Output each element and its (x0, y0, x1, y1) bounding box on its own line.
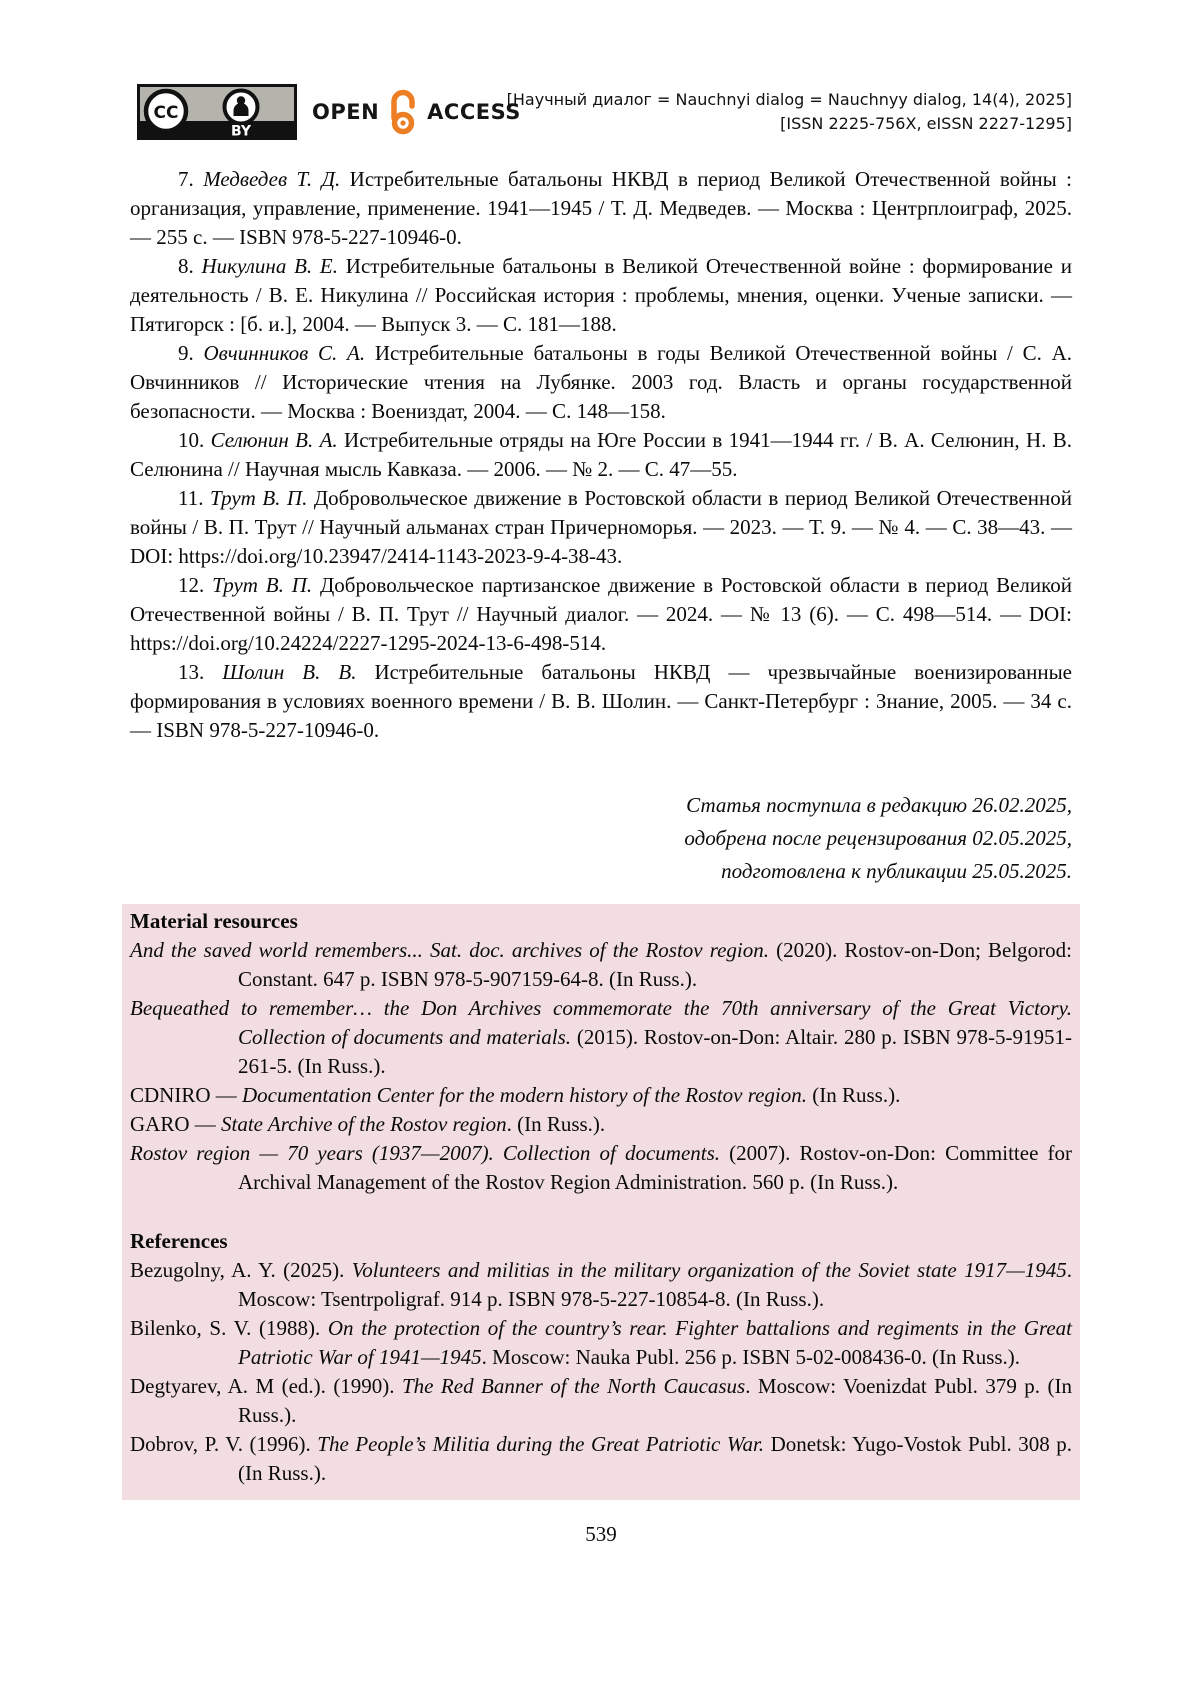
entry-prefix: GARO — (130, 1112, 222, 1136)
material-resource-item (130, 1139, 1072, 1197)
entry-title: Bequeathed to remember… the Don Archives commemorate the 70th anniversary of the Great Victory. Collection of documents and materials. (130, 996, 1072, 1049)
highlighted-references-block (122, 904, 1080, 1500)
svg-text:CC: CC (153, 103, 179, 123)
reference-authors: Трут В. П. (212, 573, 313, 597)
reference-authors: Трут В. П. (209, 486, 308, 510)
reference-number: 8. (178, 254, 194, 278)
journal-info (507, 88, 1072, 136)
reference-text: Добровольческое партизанское движение в Ростовской области в период Великой Отечественной войны / В. П. Трут // Научный диалог. — 2024. — № 13 (6). — С. 498—514. — DOI: https://doi.org/10.24224/2227-1295-2024-13-6-498-514. (130, 573, 1073, 655)
material-resource-item (130, 1110, 1072, 1139)
reference-item-11 (130, 484, 1072, 571)
reference-item-10 (130, 426, 1072, 484)
entry-details: (2020). Rostov-on-Don; Belgorod: Constant. 647 p. ISBN 978-5-907159-64-8. (In Russ.). (238, 938, 1072, 991)
open-access-access-label: ACCESS (427, 100, 521, 124)
reference-number: 7. (178, 167, 194, 191)
material-resource-item (130, 994, 1072, 1081)
reference-item-9 (130, 339, 1072, 426)
open-access-open-label: OPEN (312, 100, 380, 124)
reference-item-en (130, 1372, 1072, 1430)
svg-text:BY: BY (230, 123, 252, 140)
entry-title: The Red Banner of the North Caucasus (401, 1374, 746, 1398)
entry-details: . (In Russ.). (506, 1112, 606, 1136)
reference-number: 9. (178, 341, 194, 365)
journal-title-line: [Научный диалог = Nauchnyi dialog = Nauchnyy dialog, 14(4), 2025] (506, 90, 1072, 109)
reference-text: Истребительные батальоны в Великой Отечественной войне : формирование и деятельность / В. Е. Никулина // Российская история : проблемы, мнения, оценки. Ученые записки. — Пятигорск : [б. и.], 2004. — Выпуск 3. — С. 181—188. (130, 254, 1072, 336)
reference-authors: Никулина В. Е. (201, 254, 339, 278)
entry-details: (In Russ.). (807, 1083, 901, 1107)
entry-details: . Moscow: Voenizdat Publ. 379 p. (In Russ.). (238, 1374, 1072, 1427)
reference-number: 10. (178, 428, 205, 452)
reference-text: Добровольческое движение в Ростовской области в период Великой Отечественной войны / В. П. Трут // Научный альманах стран Причерноморья. — 2023. — Т. 9. — № 4. — С. 38—43. — DOI: https://doi.org/10.23947/2414-1143-2023-9-4-38-43. (130, 486, 1072, 568)
entry-title: The People’s Militia during the Great Patriotic War. (317, 1432, 765, 1456)
reference-text: Истребительные отряды на Юге России в 1941—1944 гг. / В. А. Селюнин, Н. В. Селюнина // Научная мысль Кавказа. — 2006. — № 2. — С. 47—55. (130, 428, 1073, 481)
entry-title: On the protection of the country’s rear. Fighter battalions and regiments in the Great Patriotic War of 1941—1945 (238, 1316, 1072, 1369)
submission-received-line: Статья поступила в редакцию 26.02.2025, (686, 793, 1072, 817)
reference-item-13 (130, 658, 1072, 745)
cc-by-badge-icon (137, 84, 297, 140)
reference-text: Истребительные батальоны НКВД — чрезвычайные военизированные формирования в условиях военного времени / В. В. Шолин. — Санкт-Петербург : Знание, 2005. — 34 с. — ISBN 978-5-227-10946-0. (130, 660, 1073, 742)
cc-by-license-badge (137, 84, 297, 145)
entry-title: State Archive of the Rostov region (221, 1112, 507, 1136)
reference-item-en (130, 1314, 1072, 1372)
reference-authors: Шолин В. В. (222, 660, 357, 684)
entry-prefix: CDNIRO — (130, 1083, 243, 1107)
reference-number: 11. (178, 486, 204, 510)
entry-prefix: Degtyarev, A. M (ed.). (1990). (130, 1374, 402, 1398)
entry-prefix: Dobrov, P. V. (1996). (130, 1432, 318, 1456)
reference-item-7 (130, 165, 1072, 252)
reference-number: 13. (178, 660, 205, 684)
entry-details: (2015). Rostov-on-Don: Altair. 280 p. ISBN 978-5-91951-261-5. (In Russ.). (238, 1025, 1072, 1078)
open-lock-icon (386, 89, 420, 135)
entry-details: . Moscow: Nauka Publ. 256 p. ISBN 5-02-008436-0. (In Russ.). (481, 1345, 1021, 1369)
reference-authors: Селюнин В. А. (210, 428, 338, 452)
open-access-logo (312, 86, 521, 138)
reference-item-en (130, 1430, 1072, 1488)
material-resources-heading: Material resources (130, 909, 298, 933)
page-number: 539 (585, 1522, 617, 1546)
entry-prefix: Bilenko, S. V. (1988). (130, 1316, 328, 1340)
entry-title: Volunteers and militias in the military organization of the Soviet state 1917—1945 (351, 1258, 1067, 1282)
reference-authors: Овчинников С. А. (203, 341, 366, 365)
entry-details: . Moscow: Tsentrpoligraf. 914 p. ISBN 978-5-227-10854-8. (In Russ.). (238, 1258, 1073, 1311)
reference-number: 12. (178, 573, 205, 597)
reference-text: Истребительные батальоны НКВД в период Великой Отечественной войны : организация, управление, применение. 1941—1945 / Т. Д. Медведев. — Москва : Центрплоиграф, 2025. — 255 с. — ISBN 978-5-227-10946-0. (130, 167, 1073, 249)
reference-item-12 (130, 571, 1072, 658)
entry-details: Donetsk: Yugo-Vostok Publ. 308 p. (In Russ.). (238, 1432, 1073, 1485)
entry-title: Documentation Center for the modern history of the Rostov region. (242, 1083, 807, 1107)
material-resource-item (130, 1081, 1072, 1110)
submission-prepared-line: подготовлена к публикации 25.05.2025. (721, 859, 1072, 883)
entry-prefix: Bezugolny, A. Y. (2025). (130, 1258, 352, 1282)
reference-item-en (130, 1256, 1072, 1314)
submission-approved-line: одобрена после рецензирования 02.05.2025, (684, 826, 1072, 850)
entry-title: And the saved world remembers... Sat. doc. archives of the Rostov region. (130, 938, 769, 962)
reference-item-8 (130, 252, 1072, 339)
submission-dates (130, 789, 1072, 888)
entry-details: (2007). Rostov-on-Don: Committee for Archival Management of the Rostov Region Administration. 560 p. (In Russ.). (238, 1141, 1073, 1194)
reference-authors: Медведев Т. Д. (203, 167, 341, 191)
reference-text: Истребительные батальоны в годы Великой Отечественной войны / С. А. Овчинников // Исторические чтения на Лубянке. 2003 год. Власть и органы государственной безопасности. — Москва : Воениздат, 2004. — С. 148—158. (130, 341, 1073, 423)
material-resource-item (130, 936, 1072, 994)
page-header (0, 0, 1200, 160)
references-heading: References (130, 1229, 228, 1253)
entry-title: Rostov region — 70 years (1937—2007). Collection of documents. (130, 1141, 721, 1165)
journal-issn-line: [ISSN 2225-756X, eISSN 2227-1295] (780, 114, 1072, 133)
